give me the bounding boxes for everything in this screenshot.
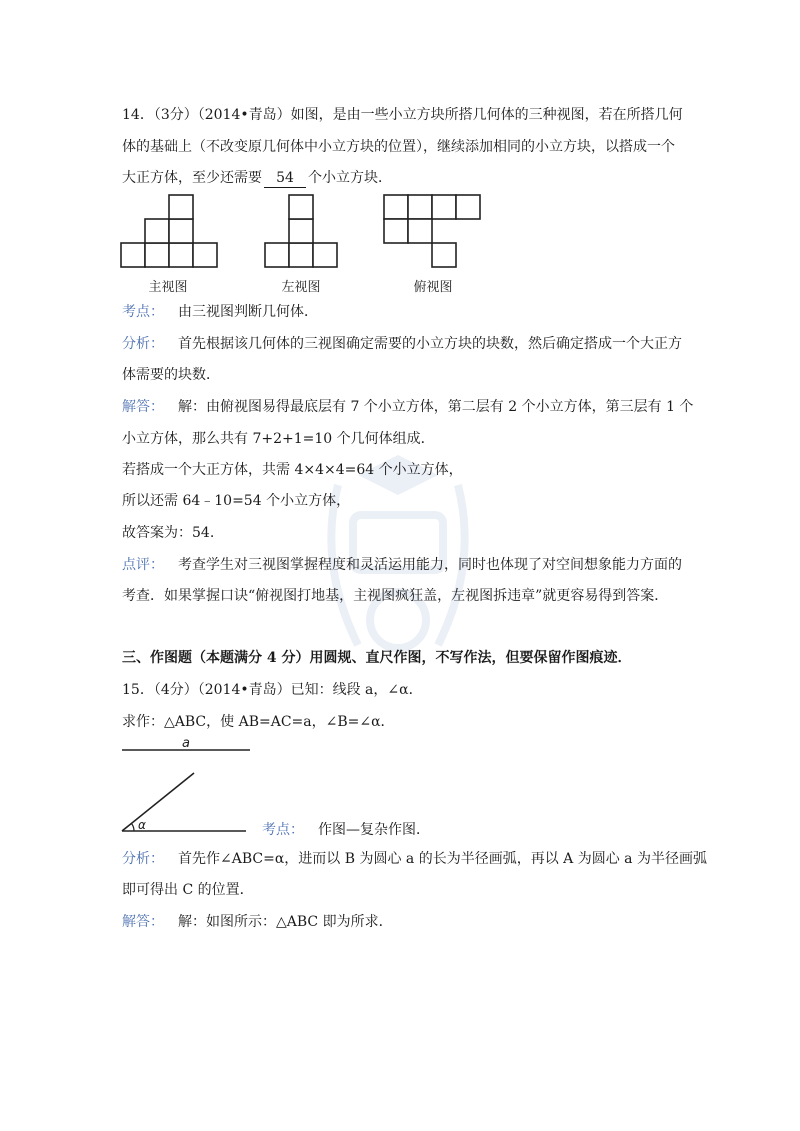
q14-jieda-row-2: 小立方体，那么共有 7+2+1=10 个几何体组成． [122, 431, 435, 447]
angle-side-ray [122, 773, 194, 831]
q14-fenxi-row-2: 体需要的块数． [122, 367, 220, 383]
q14-kaodian-row [122, 302, 682, 322]
q15-jieda-text: 解：如图所示：△ABC 即为所求． [178, 914, 393, 930]
q14-dianping-row-1 [122, 555, 682, 575]
q15-fenxi-row-2: 即可得出 C 的位置． [122, 882, 254, 898]
q14-answer-blank: 54 [264, 170, 306, 188]
q14-jieda-row-3: 若搭成一个大正方体，共需 4×4×4=64 个小立方体， [122, 462, 463, 478]
q14-dianping-text-1: 考查学生对三视图掌握程度和灵活运用能力，同时也体现了对空间想象能力方面的 [178, 557, 682, 573]
q14-fenxi-text-1: 首先根据该几何体的三视图确定需要的小立方块的块数，然后确定搭成一个大正方 [178, 336, 682, 352]
q14-jieda-text-1: 解：由俯视图易得最底层有 7 个小立方体，第二层有 2 个小立方体，第三层有 1 个 [178, 399, 694, 415]
front-view-label: 主视图 [148, 280, 188, 295]
q14-dianping-tag: 点评： [122, 557, 164, 573]
q15-kaodian-tag: 考点： [262, 822, 304, 838]
q14-kaodian-text: 由三视图判断几何体． [178, 304, 318, 320]
q15-jieda-tag: 解答： [122, 914, 164, 930]
angle-arc [132, 824, 135, 832]
q15-stem-line-1: 15．（4分）（2014•青岛）已知：线段 a，∠α． [122, 682, 423, 698]
left-view-label: 左视图 [281, 280, 321, 295]
q14-jieda-tag: 解答： [122, 399, 164, 415]
q14-kaodian-tag: 考点： [122, 304, 164, 320]
q14-dianping-row-2: 考查．如果掌握口诀“俯视图打地基，主视图疯狂盖，左视图拆违章”就更容易得到答案． [122, 588, 669, 604]
top-view-label: 俯视图 [413, 280, 453, 295]
q14-stem-suffix: 个小立方块． [308, 170, 392, 186]
front-view-drawing [121, 195, 217, 267]
three-views-figure [118, 190, 498, 300]
q15-jieda-row [122, 912, 682, 932]
q14-stem-line-2: 体的基础上（不改变原几何体中小立方块的位置），继续添加相同的小立方块，以搭成一个 [122, 139, 675, 155]
segment-a-label: a [182, 736, 190, 751]
q15-stem-line-2: 求作：△ABC，使 AB=AC=a，∠B=∠α． [122, 714, 395, 730]
q15-kaodian-text: 作图—复杂作图． [318, 822, 430, 838]
q14-jieda-row-1 [122, 397, 694, 417]
q15-fenxi-row-1 [122, 849, 707, 869]
q15-fenxi-tag: 分析： [122, 851, 164, 867]
left-view-drawing [265, 195, 337, 267]
q15-fenxi-text-1: 首先作∠ABC=α，进而以 B 为圆心 a 的长为半径画弧，再以 A 为圆心 a 为半径画弧 [178, 851, 707, 867]
top-view-drawing [384, 195, 480, 267]
q14-fenxi-tag: 分析： [122, 336, 164, 352]
q14-stem-line-1: 14．（3分）（2014•青岛）如图，是由一些小立方块所搭几何体的三种视图，若在所搭几何 [122, 107, 683, 123]
q14-stem-line-3 [122, 168, 682, 188]
q15-kaodian-row [262, 820, 682, 840]
q14-stem-prefix: 大正方体，至少还需要 [122, 170, 262, 186]
q15-given-figure [116, 734, 256, 839]
q14-jieda-row-5: 故答案为：54. [122, 525, 215, 541]
section-3-heading: 三、作图题（本题满分 4 分）用圆规、直尺作图，不写作法，但要保留作图痕迹． [122, 650, 632, 666]
angle-alpha-label: α [138, 818, 146, 832]
q14-fenxi-row-1 [122, 334, 682, 354]
q14-jieda-row-4: 所以还需 64﹣10=54 个小立方体， [122, 493, 351, 509]
